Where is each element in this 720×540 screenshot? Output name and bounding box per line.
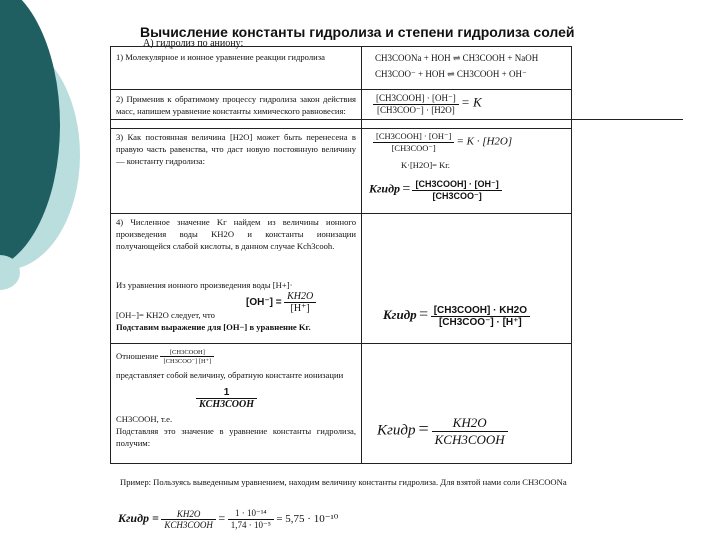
row3-text: 3) Как постоянная величина [H2O] может быть перенесена в правую часть равенства, что даст новую постоянную величину — константу гидролиза:: [116, 132, 356, 166]
kgidr-formula-3: Kгидр = $\frac{KH2O}{\text{KCH3COOH}}$: [377, 415, 508, 448]
example-text: Пример: Пользуясь выведенным уравнением, находим величину константы гидролиза. Для взятой нами соли CH3COONa: [120, 477, 567, 487]
decorative-circles: [0, 0, 110, 540]
horizontal-rule: [110, 119, 683, 120]
row5-text-b: представляет собой величину, обратную константе ионизации: [116, 370, 344, 380]
row4-text-b: Из уравнения ионного произведения воды [H+]·: [116, 280, 293, 290]
example-calculation: Kгидр = $\frac{KH2O}{\text{KCH3COOH}}$ = $\frac{\text{1 · 10⁻¹⁴}}{\text{1,74 · 10⁻⁵}}$ = 5,75 · 10⁻¹⁰: [118, 508, 339, 530]
row3-formula: $\frac{\text{[CH3COOH] · [OH⁻]}}{\text{[CH3COO⁻]}}$ = K · [H2O]: [373, 131, 512, 154]
row4-text-c: [OH−]= KH2O следует, что: [116, 310, 215, 320]
hydrolysis-table: [110, 46, 572, 464]
row4-text-a: 4) Численное значение Kг найдем из величины ионного произведения воды KH2O и константы ионизации получающейся слабой кислоты, в данном случае Kch3cooh.: [116, 217, 356, 251]
kgidr-formula-2: Kгидр = $\frac{\text{[CH3COOH] · KH2O}}{\text{[CH3COO⁻] · [H⁺]}}$: [383, 305, 530, 328]
row1-text: 1) Молекулярное и ионное уравнение реакции гидролиза: [116, 52, 325, 62]
oh-formula: [OH⁻] = $\frac{KH2O}{[H^+]}$: [246, 291, 316, 314]
kg-definition: K·[H2O]= Kг.: [401, 160, 450, 170]
row-divider-3: [111, 213, 571, 214]
reaction-molecular: CH3COONa + HOH ⇌ CH3COOH + NaOH: [375, 53, 539, 63]
row-divider-2: [111, 128, 571, 129]
kgidr-formula-1: Kгидр = $\frac{\text{[CH3COOH] · [OH⁻]}}{\text{[CH3COO⁻]}}$: [369, 179, 502, 202]
column-divider: [361, 47, 362, 463]
row-divider-4: [111, 343, 571, 344]
equilibrium-constant-formula: $\frac{\text{[CH3COOH] · [OH⁻]}}{\text{[CH3COO⁻] · [H2O]}}$ = K: [373, 93, 482, 116]
row4-text-d: Подставим выражение для [OH−] в уравнение Kг.: [116, 322, 311, 332]
row2-text: 2) Применив к обратимому процессу гидролиза закон действия масс, напишем уравнение константы химического равновесия:: [116, 94, 356, 116]
page-title: Вычисление константы гидролиза и степени гидролиза солей: [140, 24, 575, 40]
row5-ratio-line: Отношение $\frac{\text{[CH3COOH]}}{\text{[CH3COO⁻] [H⁺]}}$: [116, 349, 214, 365]
reaction-ionic: CH3COO⁻ + HOH ⇌ CH3COOH + OH⁻: [375, 69, 527, 79]
row5-text-c: CH3COOH, т.е.: [116, 414, 173, 424]
row5-text-d: Подставляя это значение в уравнение константы гидролиза, получим:: [116, 426, 356, 448]
subtitle: А) гидролиз по аниону:: [143, 38, 244, 49]
inverse-constant-formula: $\frac{1}{\text{KCH3COOH}}$: [196, 387, 257, 410]
row-divider-1: [111, 89, 571, 90]
